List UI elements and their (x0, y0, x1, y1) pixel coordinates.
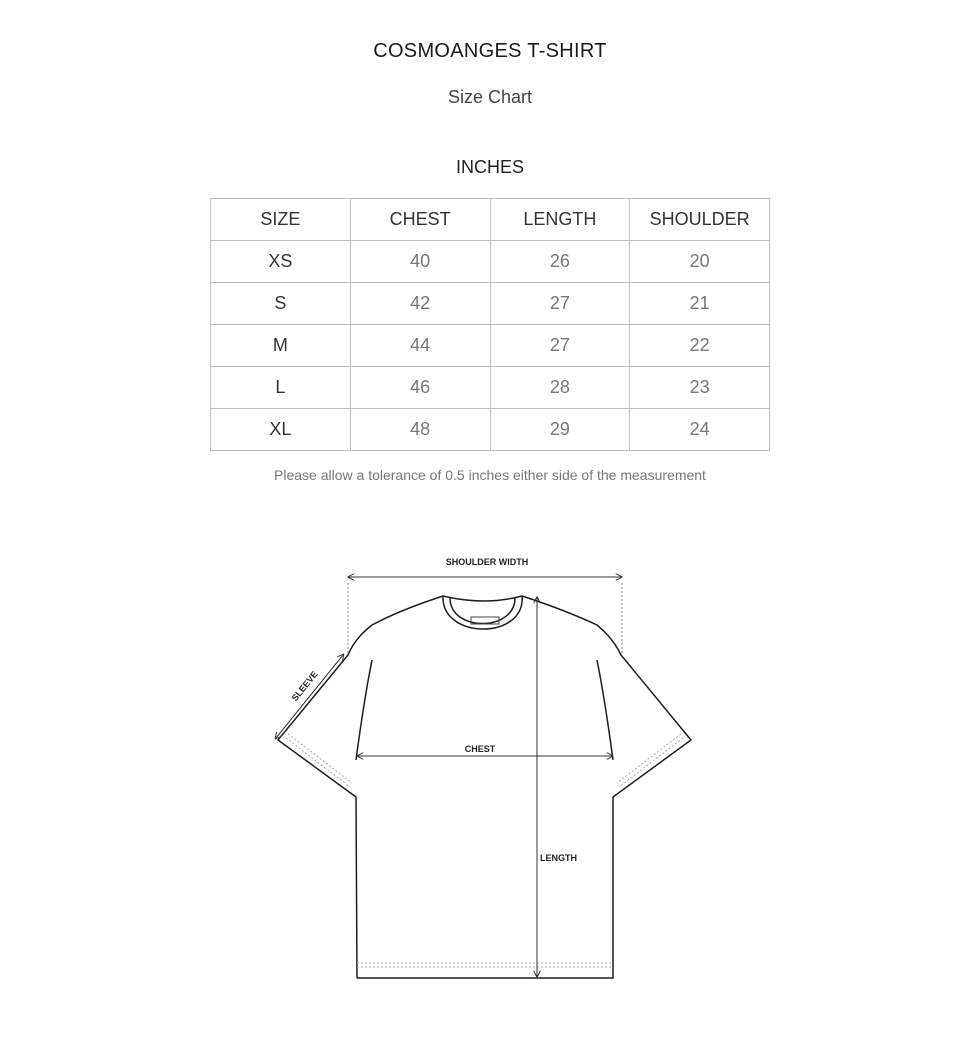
shoulder-cell: 24 (630, 409, 770, 451)
tolerance-note: Please allow a tolerance of 0.5 inches either side of the measurement (274, 467, 706, 483)
shoulder-cell: 23 (630, 367, 770, 409)
column-header-length: LENGTH (490, 199, 630, 241)
table-row (211, 241, 770, 283)
tshirt-outline (278, 596, 691, 978)
length-label: LENGTH (540, 853, 577, 863)
chest-cell: 48 (350, 409, 490, 451)
column-header-size: SIZE (211, 199, 351, 241)
size-cell: XL (211, 409, 351, 451)
page-title: COSMOANGES T-SHIRT (373, 40, 607, 62)
length-cell: 28 (490, 367, 630, 409)
length-cell: 27 (490, 325, 630, 367)
chest-cell: 40 (350, 241, 490, 283)
chest-cell: 42 (350, 283, 490, 325)
sleeve-label: SLEEVE (289, 669, 320, 704)
length-cell: 29 (490, 409, 630, 451)
shoulder-width-label: SHOULDER WIDTH (445, 557, 529, 567)
size-cell: XS (211, 241, 351, 283)
length-cell: 27 (490, 283, 630, 325)
shoulder-cell: 21 (630, 283, 770, 325)
page-subtitle: Size Chart (447, 87, 533, 107)
table-row (211, 367, 770, 409)
length-cell: 26 (490, 241, 630, 283)
sleeve-line (276, 655, 343, 738)
tshirt-measurement-diagram (0, 540, 980, 1000)
shoulder-cell: 22 (630, 325, 770, 367)
table-header-row (211, 199, 770, 241)
table-row (211, 409, 770, 451)
tshirt-details (286, 583, 683, 967)
column-header-chest: CHEST (350, 199, 490, 241)
chest-cell: 46 (350, 367, 490, 409)
column-header-shoulder: SHOULDER (630, 199, 770, 241)
unit-label: INCHES (455, 157, 524, 177)
size-cell: L (211, 367, 351, 409)
table-row (211, 283, 770, 325)
chest-label: CHEST (464, 744, 496, 754)
table-row (211, 325, 770, 367)
chest-cell: 44 (350, 325, 490, 367)
size-cell: S (211, 283, 351, 325)
size-table (210, 198, 770, 451)
size-cell: M (211, 325, 351, 367)
shoulder-cell: 20 (630, 241, 770, 283)
